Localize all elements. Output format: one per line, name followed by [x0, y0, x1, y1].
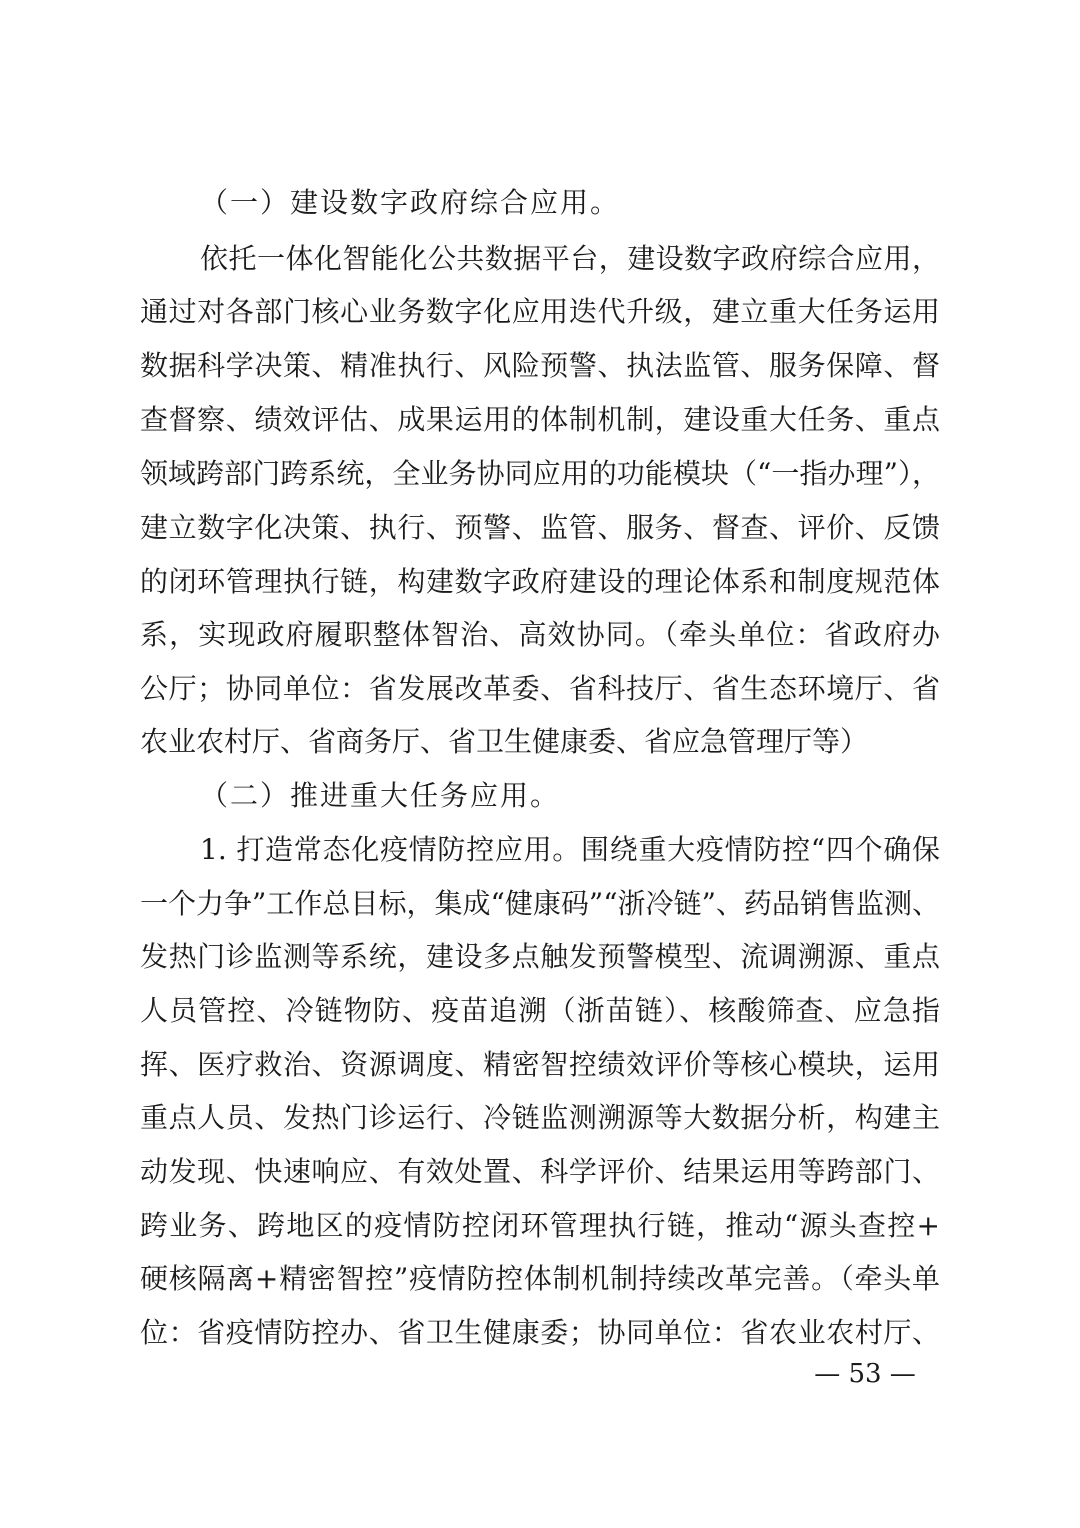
paragraph-line: 一个力争”工作总目标，集成“健康码”“浙冷链”、药品销售监测、 — [140, 887, 940, 920]
paragraph-line: 1. 打造常态化疫情防控应用。围绕重大疫情防控“四个确保 — [200, 833, 940, 866]
paragraph-line: 动发现、快速响应、有效处置、科学评价、结果运用等跨部门、 — [140, 1155, 940, 1188]
paragraph-line: 建立数字化决策、执行、预警、监管、服务、督查、评价、反馈 — [140, 511, 940, 544]
paragraph-line: 发热门诊监测等系统，建设多点触发预警模型、流调溯源、重点 — [140, 940, 940, 973]
paragraph-line: 的闭环管理执行链，构建数字政府建设的理论体系和制度规范体 — [140, 565, 940, 598]
section-heading-2: （二）推进重大任务应用。 — [200, 779, 561, 812]
paragraph-line: 领域跨部门跨系统，全业务协同应用的功能模块（“一指办理”）， — [140, 457, 940, 490]
paragraph-line: 通过对各部门核心业务数字化应用迭代升级，建立重大任务运用 — [140, 295, 940, 328]
paragraph-line: 公厅；协同单位：省发展改革委、省科技厅、省生态环境厅、省 — [140, 672, 940, 705]
paragraph-line: 查督察、绩效评估、成果运用的体制机制，建设重大任务、重点 — [140, 403, 940, 436]
paragraph-line: 依托一体化智能化公共数据平台，建设数字政府综合应用， — [200, 242, 940, 275]
paragraph-line: 系，实现政府履职整体智治、高效协同。（牵头单位：省政府办 — [140, 618, 940, 651]
paragraph-line: 硬核隔离+精密智控”疫情防控体制机制持续改革完善。（牵头单 — [140, 1262, 940, 1295]
section-heading-1: （一）建设数字政府综合应用。 — [200, 186, 621, 219]
paragraph-line: 农业农村厅、省商务厅、省卫生健康委、省应急管理厅等） — [140, 725, 869, 758]
paragraph-line: 挥、医疗救治、资源调度、精密智控绩效评价等核心模块，运用 — [140, 1048, 940, 1081]
paragraph-line: 人员管控、冷链物防、疫苗追溯（浙苗链）、核酸筛查、应急指 — [140, 994, 940, 1027]
paragraph-line: 跨业务、跨地区的疫情防控闭环管理执行链，推动“源头查控+ — [140, 1209, 940, 1242]
paragraph-line: 位：省疫情防控办、省卫生健康委；协同单位：省农业农村厅、 — [140, 1316, 940, 1349]
page-number: — 53 — — [814, 1359, 916, 1389]
paragraph-line: 重点人员、发热门诊运行、冷链监测溯源等大数据分析，构建主 — [140, 1101, 940, 1134]
paragraph-line: 数据科学决策、精准执行、风险预警、执法监管、服务保障、督 — [140, 349, 940, 382]
